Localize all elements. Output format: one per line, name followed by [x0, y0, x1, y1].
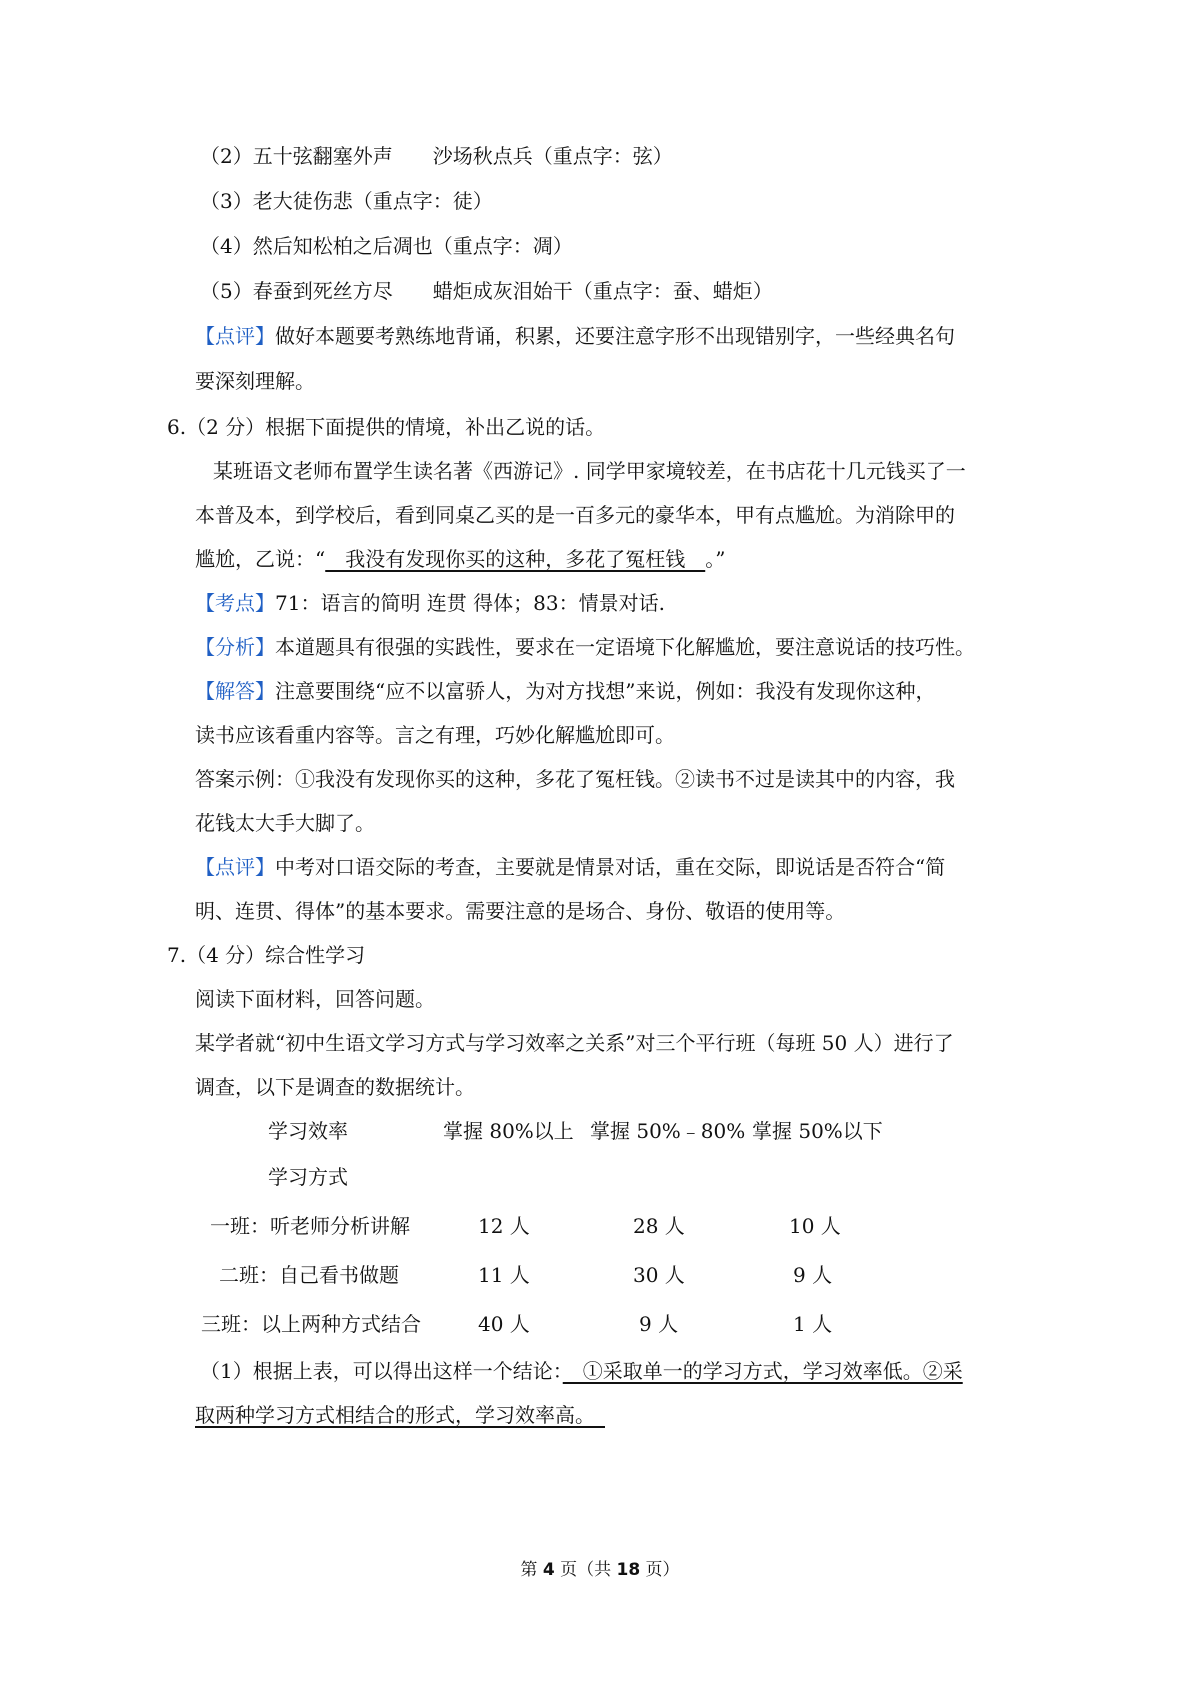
table-row-1-value-1: 12 人 [478, 1214, 530, 1238]
table-row-3-value-2: 9 人 [639, 1312, 679, 1336]
table-col-header-1: 掌握 80%以上 [443, 1119, 574, 1143]
q5-comment-line1 [195, 321, 955, 351]
q6-dianping-line2: 明、连贯、得体”的基本要求。需要注意的是场合、身份、敬语的使用等。 [195, 899, 846, 923]
dianping-label-2: 【点评】 [195, 855, 275, 879]
q5-item-2: （2）五十弦翻塞外声 沙场秋点兵（重点字：弦） [200, 144, 673, 168]
footer-mid: 页（共 [554, 1560, 617, 1580]
table-col-header-3: 掌握 50%以下 [752, 1119, 883, 1143]
q7-sub1-line2 [195, 1400, 605, 1430]
q7-survey-line1: 某学者就“初中生语文学习方式与学习效率之关系”对三个平行班（每班 50 人）进行了 [195, 1031, 954, 1055]
q6-jieda-text1: 注意要围绕“应不以富骄人，为对方找想”来说，例如：我没有发现你这种， [275, 679, 936, 703]
q5-item-3: （3）老大徒伤悲（重点字：徒） [200, 189, 493, 213]
q7-intro: 阅读下面材料，回答问题。 [195, 987, 435, 1011]
q7-sub1-prompt: （1）根据上表，可以得出这样一个结论： [200, 1359, 563, 1383]
q5-item-5: （5）春蚕到死丝方尽 蜡炬成灰泪始干（重点字：蚕、蜡炬） [200, 279, 773, 303]
q7-survey-line2: 调查，以下是调查的数据统计。 [195, 1075, 475, 1099]
q5-comment-line2: 要深刻理解。 [195, 369, 315, 393]
q6-dianping-text1: 中考对口语交际的考查，主要就是情景对话，重在交际，即说话是否符合“简 [275, 855, 946, 879]
table-col-header-2: 掌握 50%﹣80% [590, 1119, 746, 1143]
table-row-1-value-2: 28 人 [633, 1214, 685, 1238]
page-footer [0, 1558, 1200, 1582]
table-row-2-value-3: 9 人 [793, 1263, 833, 1287]
table-row-2-value-2: 30 人 [633, 1263, 685, 1287]
q6-jieda-line2: 读书应该看重内容等。言之有理，巧妙化解尴尬即可。 [195, 723, 675, 747]
q6-context-line2: 本普及本，到学校后，看到同桌乙买的是一百多元的豪华本，甲有点尴尬。为消除甲的 [195, 503, 955, 527]
table-header-efficiency: 学习效率 [268, 1119, 348, 1143]
q6-answer-blank: 我没有发现你买的这种，多花了冤枉钱 [325, 547, 706, 571]
table-row-1-value-3: 10 人 [789, 1214, 841, 1238]
q5-item-4: （4）然后知松柏之后凋也（重点字：凋） [200, 234, 573, 258]
q6-fenxi [195, 632, 975, 662]
q6-jieda-line1 [195, 676, 935, 706]
footer-total-pages: 18 [616, 1560, 641, 1580]
footer-page-number: 4 [542, 1560, 555, 1580]
q7-sub1-answer-part1: ①采取单一的学习方式，学习效率低。②采 [562, 1359, 963, 1383]
table-row-3-value-1: 40 人 [478, 1312, 530, 1336]
q6-heading: 6.（2 分）根据下面提供的情境，补出乙说的话。 [167, 415, 606, 439]
q7-sub1-line1 [200, 1356, 963, 1386]
table-row-2-value-1: 11 人 [478, 1263, 530, 1287]
table-row-3-value-3: 1 人 [793, 1312, 833, 1336]
q6-context-pre: 尴尬，乙说：“ [195, 547, 326, 571]
q6-context-line3 [195, 544, 725, 574]
table-header-method: 学习方式 [268, 1165, 348, 1189]
table-row-3-label: 三班：以上两种方式结合 [201, 1312, 421, 1336]
q6-kaodian-text: 71：语言的简明 连贯 得体；83：情景对话. [275, 591, 665, 615]
footer-post: 页） [640, 1560, 680, 1580]
q6-example-line1: 答案示例：①我没有发现你买的这种，多花了冤枉钱。②读书不过是读其中的内容，我 [195, 767, 955, 791]
q6-example-line2: 花钱太大手大脚了。 [195, 811, 375, 835]
jieda-label: 【解答】 [195, 679, 275, 703]
q6-context-post: 。” [705, 547, 726, 571]
q6-fenxi-text: 本道题具有很强的实践性，要求在一定语境下化解尴尬，要注意说话的技巧性。 [275, 635, 975, 659]
q5-comment-text1: 做好本题要考熟练地背诵，积累，还要注意字形不出现错别字，一些经典名句 [275, 324, 955, 348]
fenxi-label: 【分析】 [195, 635, 275, 659]
dianping-label: 【点评】 [195, 324, 275, 348]
q6-context-line1: 某班语文老师布置学生读名著《西游记》. 同学甲家境较差，在书店花十几元钱买了一 [213, 459, 966, 483]
table-row-2-label: 二班：自己看书做题 [219, 1263, 399, 1287]
table-row-1-label: 一班：听老师分析讲解 [210, 1214, 410, 1238]
q7-heading: 7.（4 分）综合性学习 [167, 943, 366, 967]
q6-kaodian [195, 588, 665, 618]
kaodian-label: 【考点】 [195, 591, 275, 615]
footer-pre: 第 [520, 1560, 543, 1580]
q7-sub1-answer-part2: 取两种学习方式相结合的形式，学习效率高。 [195, 1403, 605, 1427]
q6-dianping-line1 [195, 852, 945, 882]
